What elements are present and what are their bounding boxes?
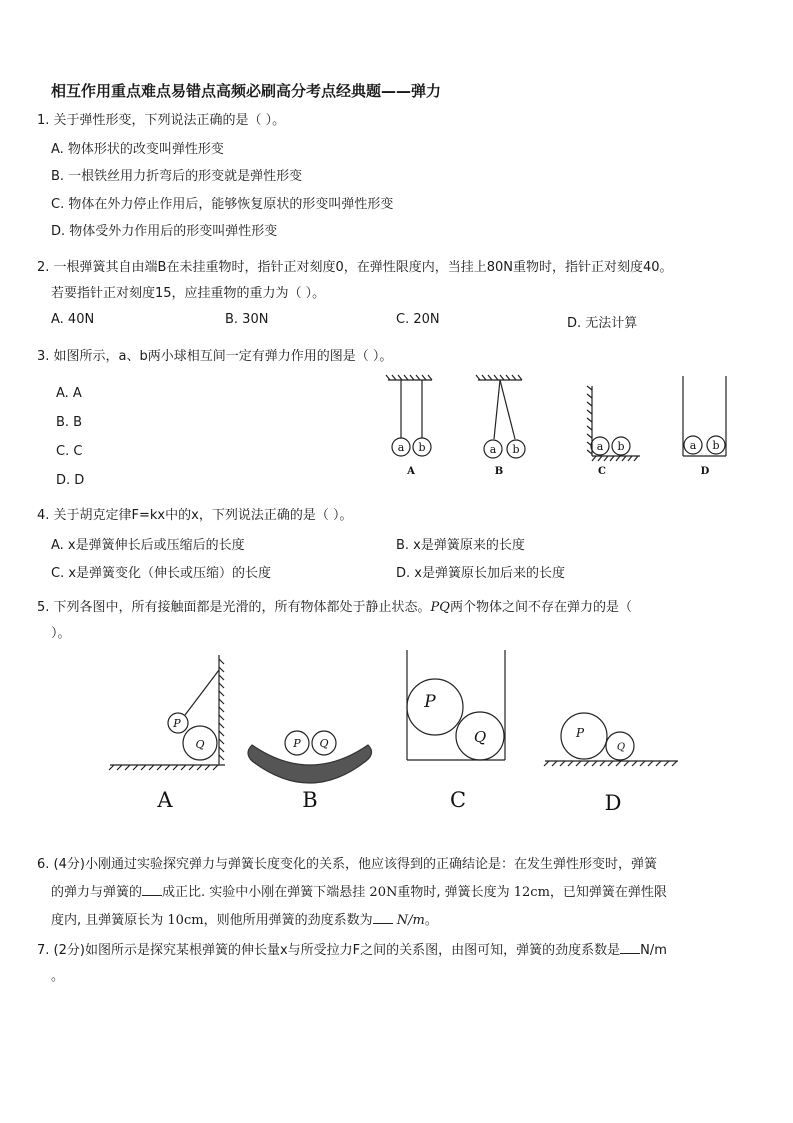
q6-text-b: 成正比. 实验中小刚在弹簧下端悬挂 xyxy=(162,885,366,900)
q3c-ball-a-label: a xyxy=(596,440,604,453)
q4-stem: 4. 关于胡克定律F=kx中的x，下列说法正确的是（ ）。 xyxy=(37,508,353,523)
q2-option-b: B. 30N xyxy=(225,312,269,327)
q7-blank xyxy=(620,941,640,954)
page-title: 相互作用重点难点易错点高频必刷高分考点经典题——弹力 xyxy=(51,82,442,100)
q5-stem-prefix: 5. 下列各图中，所有接触面都是光滑的，所有物体都处于静止状态。 xyxy=(37,600,431,615)
q5b-bowl xyxy=(248,745,372,783)
q5-label-d: D xyxy=(604,791,622,815)
q3-option-d: D. D xyxy=(56,473,85,488)
q4-option-a: A. x是弹簧伸长后或压缩后的长度 xyxy=(51,538,245,553)
q3-label-b: B xyxy=(494,466,504,477)
q6-text-a: 的弹力与弹簧的 xyxy=(51,885,143,900)
q6-line2 xyxy=(51,881,667,900)
q6-blank-1 xyxy=(142,883,162,896)
q3-stem: 3. 如图所示，a、b两小球相互间一定有弹力作用的图是（ ）。 xyxy=(37,349,393,364)
q1-stem: 1. 关于弹性形变，下列说法正确的是（ ）。 xyxy=(37,113,286,128)
q6-value-original: 10cm xyxy=(167,913,204,928)
q5-stem-line1 xyxy=(37,596,632,615)
q3-option-c: C. C xyxy=(56,444,83,459)
q6-text-f: ，则他所用弹簧的劲度系数为 xyxy=(203,913,373,928)
q7-unit: N/m xyxy=(640,943,667,958)
q1-option-c: C. 物体在外力停止作用后，能够恢复原状的形变叫弹性形变 xyxy=(51,197,394,212)
q3b-ball-b-label: b xyxy=(512,443,520,456)
q3c-ball-b-label: b xyxy=(617,440,625,453)
q6-text-c: 重物时, 弹簧长度为 xyxy=(397,885,510,900)
q5-label-c: C xyxy=(449,788,467,812)
q2-stem-line2: 若要指针正对刻度15，应挂重物的重力为（ ）。 xyxy=(51,286,326,301)
q1-option-b: B. 一根铁丝用力折弯后的形变就是弹性形变 xyxy=(51,169,303,184)
q6-line3 xyxy=(51,909,438,928)
q7-text-a: 7. (2分)如图所示是探究某根弹簧的伸长量x与所受拉力F之间的关系图，由图可知，弹簧的劲度系数是 xyxy=(37,943,621,958)
q2-option-c: C. 20N xyxy=(396,312,440,327)
q3-label-a: A xyxy=(407,466,415,477)
q5-label-b: B xyxy=(302,788,318,812)
q6-line1: 6. (4分)小刚通过实验探究弹力与弹簧长度变化的关系，他应该得到的正确结论是：在发生弹性形变时，弹簧 xyxy=(37,857,657,872)
q6-text-d: ，已知弹簧在弹性限 xyxy=(549,885,667,900)
q5d-label-p: P xyxy=(575,726,585,740)
q3-option-a: A. A xyxy=(56,386,82,401)
q3-figure xyxy=(370,368,750,483)
q5-label-a: A xyxy=(157,788,173,812)
q3d-ball-b-label: b xyxy=(712,439,720,452)
q3d-ball-a-label: a xyxy=(689,439,697,452)
q6-blank-2 xyxy=(373,911,393,924)
q3a-ball-a-label: a xyxy=(397,441,405,454)
q5d-label-q: Q xyxy=(616,742,626,753)
q3-option-b: B. B xyxy=(56,415,83,430)
q3b-ball-a-label: a xyxy=(489,443,497,456)
q5a-label-q: Q xyxy=(195,738,205,751)
q5-stem-pq: PQ xyxy=(430,600,450,615)
q6-text-e: 度内, 且弹簧原长为 xyxy=(51,913,164,928)
q4-option-b: B. x是弹簧原来的长度 xyxy=(396,538,525,553)
q5-stem-suffix: 两个物体之间不存在弹力的是（ xyxy=(449,600,632,615)
q1-option-a: A. 物体形状的改变叫弹性形变 xyxy=(51,142,224,157)
q7-line1 xyxy=(37,939,667,958)
q7-line2: 。 xyxy=(51,969,65,984)
q3-label-d: D xyxy=(700,466,710,477)
q2-stem-line1: 2. 一根弹簧其自由端B在未挂重物时，指针正对刻度0，在弹性限度内，当挂上80N重物时，指针正对刻度40。 xyxy=(37,260,673,275)
q6-value-weight: 20N xyxy=(369,885,398,900)
q3-label-c: C xyxy=(598,466,606,477)
q5-stem-line2: ）。 xyxy=(51,626,71,641)
q5b-label-q: Q xyxy=(319,737,329,750)
q6-text-g: 。 xyxy=(424,913,438,928)
q4-option-c: C. x是弹簧变化（伸长或压缩）的长度 xyxy=(51,566,272,581)
q2-option-d: D. 无法计算 xyxy=(567,316,638,331)
q4-option-d: D. x是弹簧原长加后来的长度 xyxy=(396,566,565,581)
q6-unit: N/m xyxy=(396,913,425,928)
q5c-label-q: Q xyxy=(473,728,487,746)
q6-value-length: 12cm xyxy=(513,885,550,900)
q5c-label-p: P xyxy=(424,692,436,712)
q5-figure xyxy=(100,645,690,820)
q5b-label-p: P xyxy=(293,737,301,750)
q1-option-d: D. 物体受外力作用后的形变叫弹性形变 xyxy=(51,224,278,239)
q3a-ball-b-label: b xyxy=(418,441,426,454)
q5a-label-p: P xyxy=(173,717,181,730)
q2-option-a: A. 40N xyxy=(51,312,95,327)
